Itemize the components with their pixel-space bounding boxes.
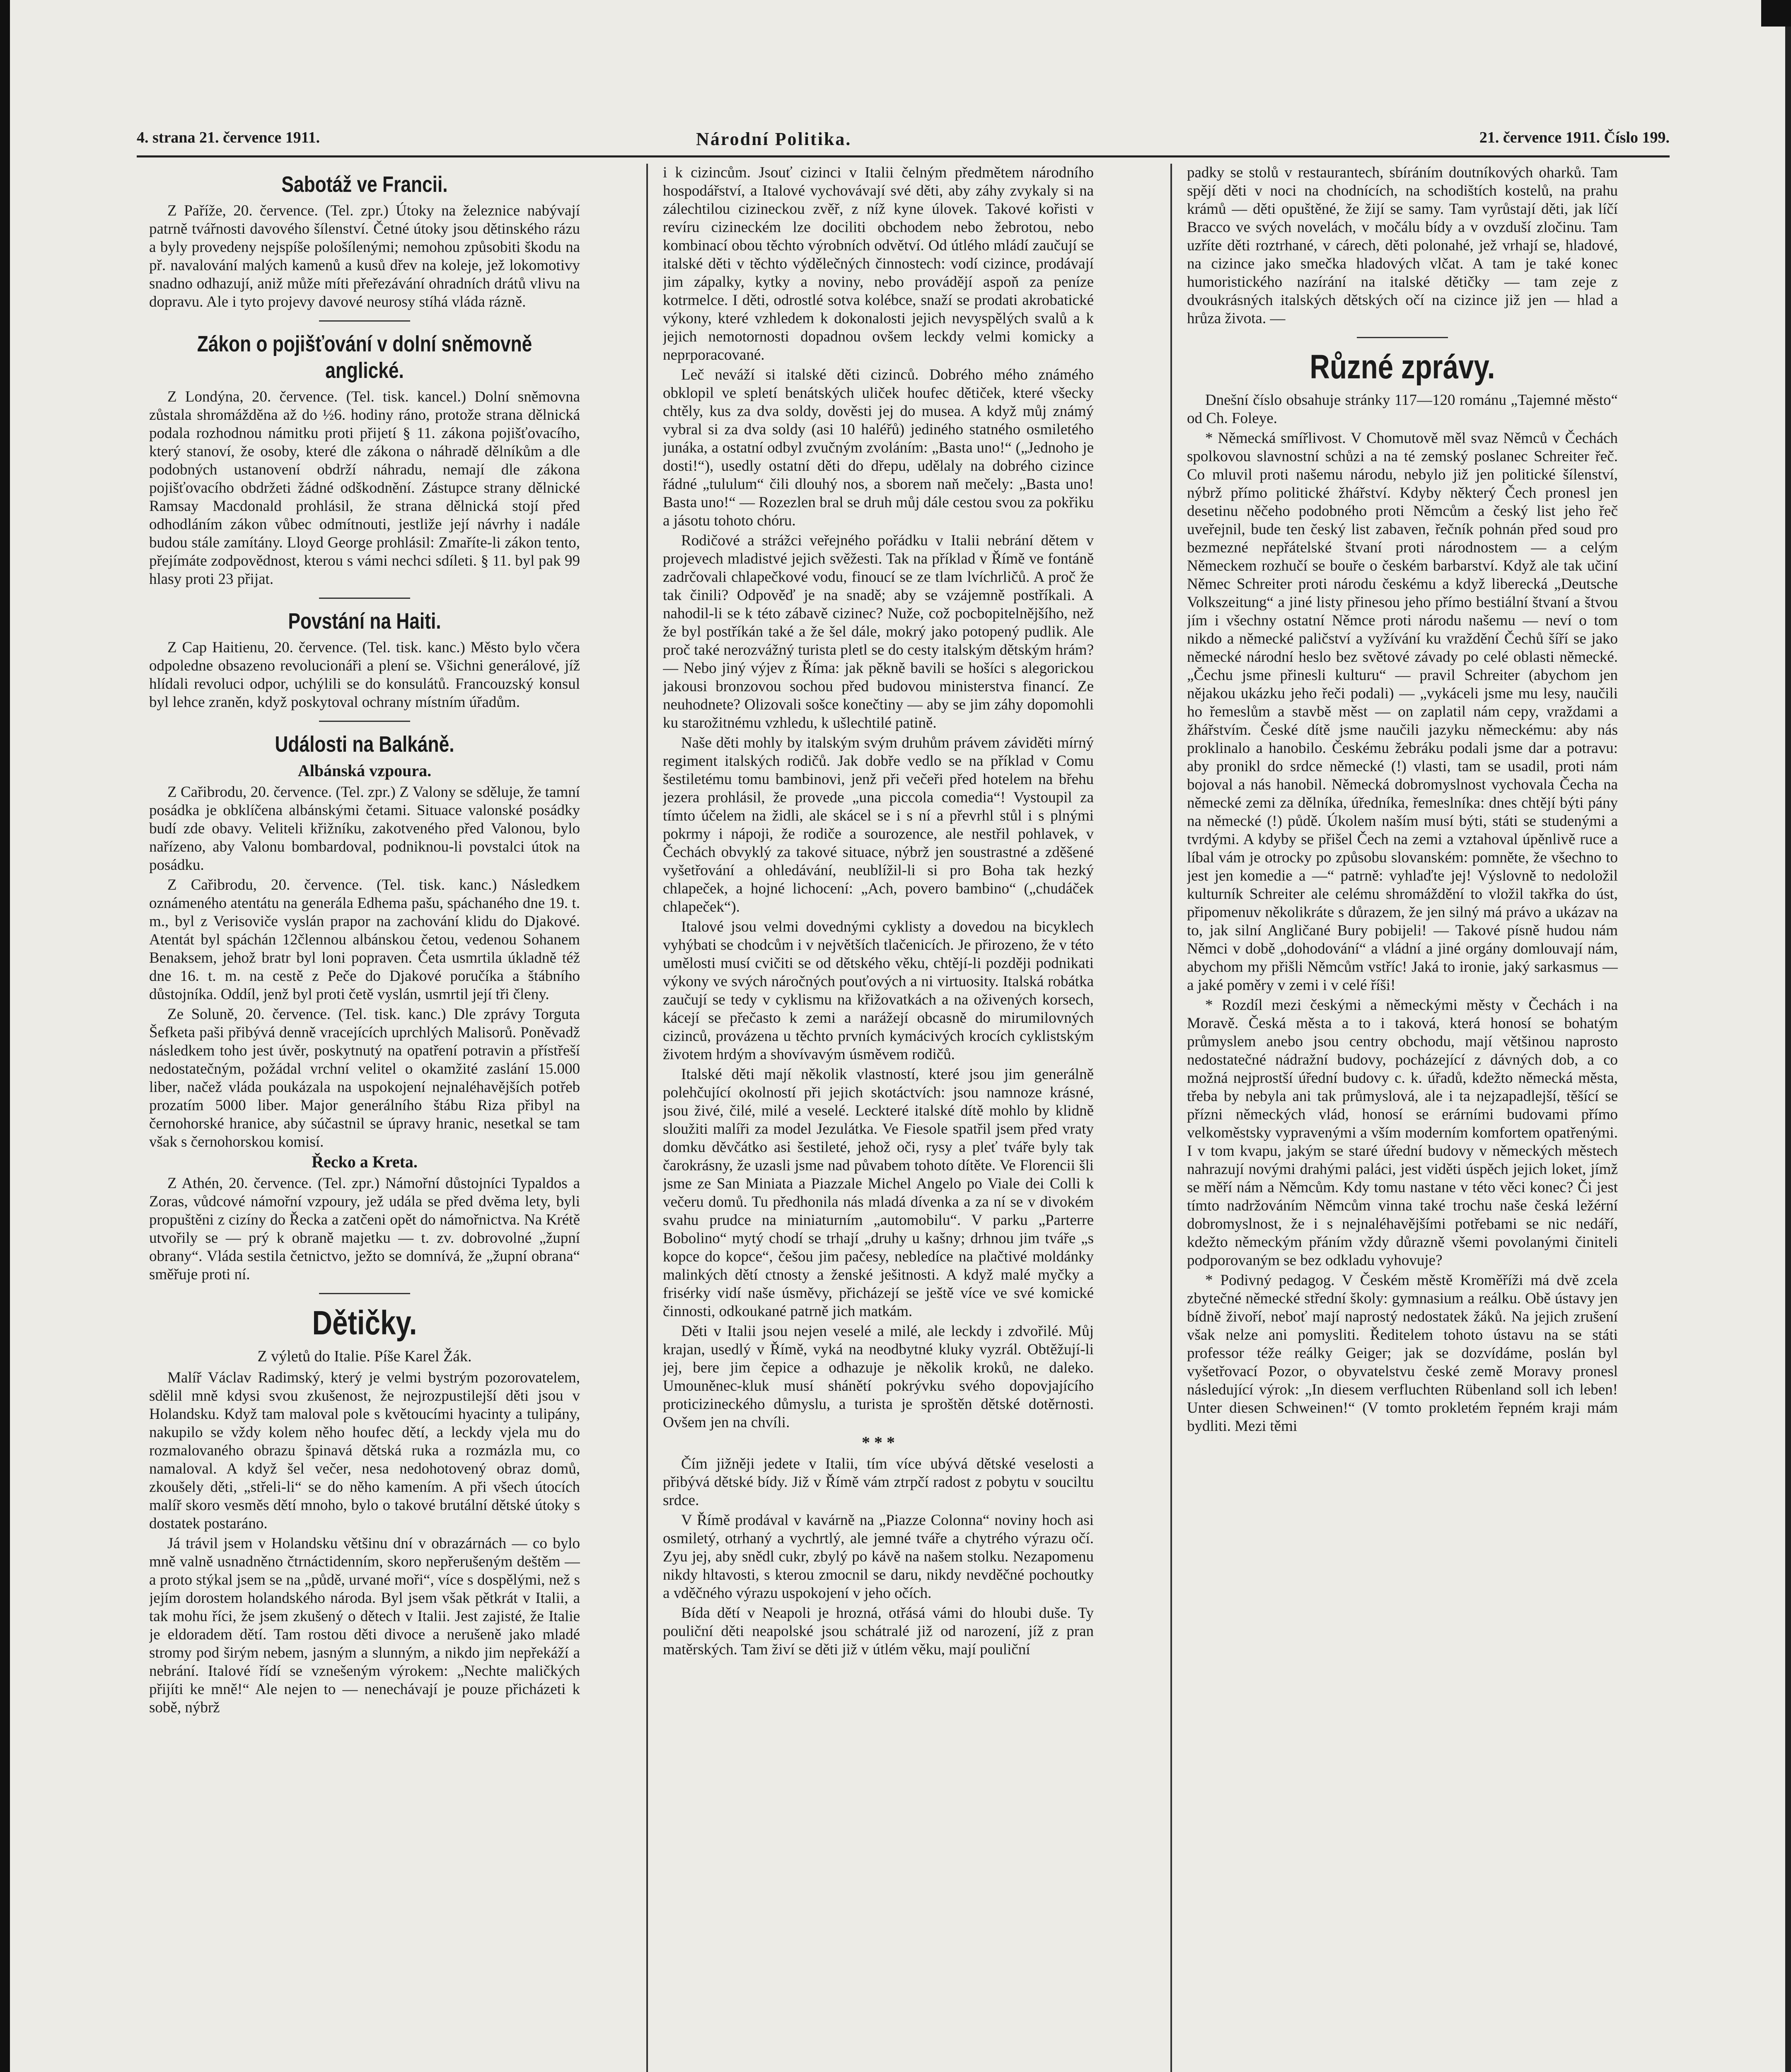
headline-deticky: Dětičky. — [312, 1304, 417, 1342]
separator — [1357, 337, 1448, 338]
article-paragraph: Italské děti mají několik vlastností, které jsou jim generálně polehčující okolností při jejich skotáctvích: jsou namnoze krásné, jsou živé, čilé, milé a veselé. Leckteré italské dítě mohlo by klidně sloužiti malíři za model Jezulátka. Ve Fiesole spatřil jsem před vraty domku děvčátko asi šestileté, jehož oči, rysy a pleť tváře byly tak čarokrásny, že uzasli jsme nad půvabem tohoto dítěte. Ve Florencii šli jsme ze San Miniata a Piazzale Michel Angelo po Viale dei Colli k večeru domů. Tu předhonila nás mladá dívenka a za ní se v divokém svahu prudce na miniaturním „automobilu“. V parku „Parterre Bobolino“ mytý chodí se trhají „druhy u kašny; drhnou jim tváře „s kopce do kopce“, češou jim pačesy, nebledíce na plačtivé moldánky malinkých dětí ctnosty a ženské ješitnosti. A když malé myčky a frisérky vidí naše úsměvy, přicházejí se ještě více ve své komické činnosti, odkoukané patrně jich matkám. — [663, 1066, 1094, 1320]
article-paragraph: Já trávil jsem v Holandsku většinu dní v obrazárnách — co bylo mně valně usnadněno čtrnáctidenním, skoro nepřerušeným deštěm — a proto stýkal jsem se na „půdě, urvané moři“, více s dospělými, než s jejím dorostem holandského národa. Byl jsem však pětkrát v Italii, a tak mohu říci, že jsem zkušený o dětech v Italii. Jest zajisté, že Italie je eldoradem dětí. Tam rostou děti divoce a nerušeně jako mladé stromy pod širým nebem, jasným a slunným, a nikdo jim nepřekáží a nebrání. Italové řídí se vznešeným výrokem: „Nechte maličkých přijíti ke mně!“ Ale nejen to — nenechávají je pouze přicházeti k sobě, nýbrž — [149, 1535, 580, 1716]
headline-balkan: Události na Balkáně. — [275, 732, 454, 757]
column-divider-2 — [1170, 164, 1172, 2072]
article-paragraph: Z Cap Haitienu, 20. července. (Tel. tisk. kanc.) Město bylo včera odpoledne obsazeno revolucionáři a plení se. Všichni generálové, jíž hlídali revoluci odpor, uchýlili se do konsulátů. Francouzský konsul byl lehce zraněn, když poskytoval ochrany místním úřadům. — [149, 639, 580, 711]
article-paragraph: i k cizincům. Jsouť cizinci v Italii čelným předmětem národního hospodářství, a Italové vychovávají své děti, aby záhy zvykaly si na zálechtilou cizineckou zvěř, z níž kyne úlovek. Takové kořisti v revíru cizineckém lze dociliti obchodem nebo žebrotou, nebo kombinací obou těchto výrobních odvětví. Od útlého mládí zaučují se italské děti v těchto výdělečných činnostech: vodí cizince, prodávají jim zápalky, kytky a noviny, nebo provádějí aspoň za peníze kotrmelce. I děti, odrostlé sotva kolébce, snaží se prodati akrobatické výkony, které vzhledem k dokonalosti jejich nevyspělých svalů a k jejich nemotornosti dopadnou ovšem leckdy velmi komicky a neprporacované. — [663, 164, 1094, 363]
article-paragraph: Z Londýna, 20. července. (Tel. tisk. kancel.) Dolní sněmovna zůstala shromážděna až do ½6. hodiny ráno, protože strana dělnická podala rozhodnou námitku proti přijetí § 11. zákona pojišťovacího, který stanoví, že osoby, které dle zákona o náhradě dělníkům a dle podobných ustanovení obdrží náhradu, nemají dle zákona pojišťovacího obdržeti žádné odškodnění. Zástupce strany dělnické Ramsay Macdonald prohlásil, že strana dělnická stojí před odhodláním zákon vůbec odmítnouti, jestliže její návrhy i nadále budou stále zamítány. Lloyd George prohlásil: Zmaříte-li zákon tento, přejímáte zodpovědnost, kterou s vámi nechci sdíleti. § 11. byl pak 99 hlasy proti 23 přijat. — [149, 388, 580, 588]
article-paragraph: padky se stolů v restaurantech, sbíráním doutníkových oharků. Tam spějí děti v noci na chodnících, na schodištích kostelů, na prahu krámů — děti opuštěné, že žijí se samy. Tam vyrůstají děti, jak líčí Bracco ve svých novelách, v močálu bídy a v ovzduší zločinu. Tam uzříte děti roztrhané, v cárech, děti polonahé, jež vrhají se, hladové, na cizince jako smečka hladových vlčat. A tam je také konec humoristického nazírání na italské dětičky — tam zeje z dvoukrásných italských dětských očí na cizince již jen — hlad a hrůza života. — — [1187, 164, 1618, 327]
article-paragraph: * Německá smířlivost. V Chomutově měl svaz Němců v Čechách spolkovou slavnostní schůzi a na té zemský poslanec Schreiter řeč. Co mluvil proti našemu národu, nebylo již jen politické šílenství, nýbrž přímo politické žhářství. Kdyby některý Čech pronesl jen desetinu něčeho podobného proti Němcům a český list jeho řeč uveřejnil, bude ten český list zabaven, řečník pohnán před soud pro bezmezné nepřátelské štvaní proti národnostem — a celým Německem rozhučí se bouře o českém barbarství. Když ale tak učiní Němec Schreiter proti národu českému a když liberecká „Deutsche Volkszeitung“ a jiné listy přinesou jeho přímo bestiální štvaní a štvou jím i všechny ostatní Němce proti národu našemu — neví o tom nikdo a německé paličství a vyžívání ku vraždění Čechů šíří se jako německé národní heslo bez světové závady po celé oblasti německé. „Čechu jsme přinesli kulturu“ — pravil Schreiter (abychom jen nějakou ukázku jeho řeči podali) — „vykáceli jsme mu lesy, naučili ho řemeslům a stavbě měst — on zaplatil nám cepy, vraždami a žhářstvím. České dítě jsme naučili jazyku německému: aby nás proklinalo a hanobilo. Českému žebráku podali jsme dar a potravu: aby pronikl do srdce německé (!) vlasti, tam se usadil, proti nám bojoval a nás hanobil. Německá dobromyslnost vychovala Čecha na německé zemi za dělníka, úředníka, řemeslníka: dnes chtějí býti pány na německé (!) půdě. Úkolem naším musí býti, státi se studenými a tvrdými. A kdyby se přišel Čech na zemi a vztahoval úpěnlivě ruce a líbal vám je otrocky po způsobu slovanském: pomněte, že všechno to jest jen komedie a —“ patrně: vyhlaďte jej! Výslovně to nedoložil kulturník Schreiter ale celému shromáždění to vložil takřka do úst, připomenuv několikráte s důrazem, že jen silný má právo a ukázav na to, jak silní Angličané Bury pobijeli! — Takové písně hudou nám Němci v době „dohodování“ a vládní a jiné orgány domlouvají nám, abychom my přišli Němcům vstříc! Jaká to ironie, jaký sarkasmus — a jaké poměry v zemi i v celé říši! — [1187, 430, 1618, 994]
headline-ruzne-zpravy: Různé zprávy. — [1310, 348, 1495, 386]
article-paragraph: Z Athén, 20. července. (Tel. zpr.) Námořní důstojníci Typaldos a Zoras, vůdcové námořní vzpoury, jež udála se před dvěma lety, byli propuštěni z cizíny do Řecka a zatčeni opět do námořnictva. Na Krétě utvořily se — prý k obraně majetku — t. zv. dobrovolné „župní obrany“. Vláda sestila četnictvo, ježto se domnívá, že „župní obrana“ směřuje proti ní. — [149, 1175, 580, 1283]
article-paragraph: Italové jsou velmi dovednými cyklisty a dovedou na bicyklech vyhýbati se chodcům i v největších tlačenicích. Je přirozeno, že v této umělosti musí cvičiti se od dětského věku, chtějí-li později podnikati výkony ve svých náročných pouťových a ni virtuosity. Italská robátka zaučují se tedy v cyklismu na křižovatkách a na oživených korsech, kácejí se přečasto k zemi a narážejí obcasně do mirumilovných cizinců, provázena u těchto prvních kymácivých krocích cyklistským životem hrdým a shovívavým úsměvem rodičů. — [663, 918, 1094, 1063]
article-paragraph: Ze Soluně, 20. července. (Tel. tisk. kanc.) Dle zprávy Torguta Šefketa paši přibývá denně vracejících uprchlých Malisorů. Poněvadž následkem toho jest úvěr, poskytnutý na opatření potravin a přístřeší nedostatečným, požádal vrchní velitel o okamžité zaslání 15.000 liber, načež vláda poukázala na uspokojení nejnaléhavějších potřeb prozatím 5000 liber. Major generálního štábu Riza přibyl na černohorské hranice, aby súčastnil se úpravy hranic, nesetkal se tam však s černohorskou komisí. — [149, 1006, 580, 1150]
column-1 — [149, 164, 580, 2072]
separator — [319, 598, 410, 599]
separator — [319, 1293, 410, 1294]
feuilleton-byline: Z výletů do Italie. Píše Karel Žák. — [257, 1348, 472, 1365]
header-page-date: 4. strana 21. července 1911. — [137, 129, 320, 146]
separator — [319, 320, 410, 322]
article-paragraph: Děti v Italii jsou nejen veselé a milé, ale leckdy i zdvořilé. Můj krajan, usedlý v Římě, vyká na neodbytné kluky vyzrál. Obtěžují-li jej, bere jim čepice a odhazuje je několik kroků, ne daleko. Umouněnec-kluk musí shánětí pokrývku svého dopovjajícího proticizineckého důmyslu, a turista je sproštěn dětské dotěrnosti. Ovšem jen na chvíli. — [663, 1323, 1094, 1431]
scan-edge-left — [0, 0, 10, 2072]
subheading-recko: Řecko a Kreta. — [312, 1152, 418, 1171]
scan-edge-right — [1785, 0, 1791, 2072]
article-paragraph: Dnešní číslo obsahuje stránky 117—120 románu „Tajemné město“ od Ch. Foleye. — [1187, 392, 1618, 427]
article-paragraph: * Rozdíl mezi českými a německými městy v Čechách i na Moravě. Česká města a to i taková, která honosí se bohatým průmyslem anebo jsou centry obchodu, mají většinou naprosto nedostatečné nádražní budovy, pocházející z dávných dob, a co možná nejprostší úřední budovy c. k. úřadů, kdežto německá města, třeba by nebyla ani tak průmyslová, ale i ta nejzapadlejší, těšící se přízni německých vlád, honosí se erárními budovami přímo velkoměstsky vypravenými a vším moderním komfortem opatřenými. I v tom kvapu, jakým se staré úřední budovy v německých městech nahrazují novými drahými paláci, jest viděti úspěch jejich loket, jímž se měří nám a Němcům. Kdy tomu nastane v této věci konec? Či jest tímto nadržováním Němcům vinna také trochu naše česká ležérní dobromyslnost, že i s nejnaléhavějšími potřebami se nic nedáří, kdežto německým přáním vždy důrazně všemi povolanými činiteli podporovaným se bez odkladu vyhovuje? — [1187, 997, 1618, 1269]
column-2 — [663, 164, 1094, 2072]
article-paragraph: Čím jižněji jedete v Italii, tím více ubývá dětské veselosti a přibývá dětské bídy. Již v Římě vám ztrpčí radost z pobytu v souciltu srdce. — [663, 1455, 1094, 1509]
article-paragraph: V Římě prodával v kavárně na „Piazze Colonna“ noviny hoch asi osmiletý, otrhaný a vychrtlý, ale jemné tváře a chytrého výrazu očí. Zyu jej, aby snědl cukr, zbylý po kávě na našem stolku. Nezapomenu nikdy hltavosti, s kterou zmocnil se daru, nikdy nevděčné pochoutky a vděčného výrazu uspokojení v jeho očích. — [663, 1512, 1094, 1602]
article-paragraph: Leč neváží si italské děti cizinců. Dobrého mého známého obklopil ve spletí benátských uliček houfec dětiček, které všecky chtěly, kus za dva soldy, dověsti jej do musea. A když můj známý vybral si za dva soldy (asi 10 haléřů) jediného statného osmiletého junáka, a ostatní odbyl zvučným zvoláním: „Basta uno!“ („Jednoho je dosti!“), usedly ostatní děti do dřepu, udělaly na dobrého cizince řádné „tululum“ čili dlouhý nos, a sborem naň mečely: „Basta uno! Basta uno!“ — Rozezlen bral se druh můj dále cestou svou za pokřiku a jásotu tohoto chóru. — [663, 366, 1094, 529]
headline-sabotaz: Sabotáž ve Francii. — [281, 172, 448, 197]
header-rule — [137, 155, 1670, 157]
section-asterisks: * * * — [862, 1433, 895, 1452]
column-3 — [1187, 164, 1618, 2072]
headline-haiti: Povstání na Haiti. — [288, 609, 441, 634]
article-paragraph: Z Cařibrodu, 20. července. (Tel. zpr.) Z Valony se sděluje, že tamní posádka je obklíčena albánskými četami. Situace valonské posádky budí zde obavy. Veliteli křižníku, zakotveného před Valonou, bylo nařízeno, aby Valonu bombardoval, podniknou-li povstalci útok na posádku. — [149, 784, 580, 874]
article-paragraph: Rodičové a strážci veřejného pořádku v Italii nebrání dětem v projevech mladistvé jejich svěžesti. Tak na příklad v Římě ve fontáně zadrčovali chlapečkové vodu, finoucí se ze tlam lvíchrličů. A proč že tak činili? Odpověď je na snadě; aby se vzájemně postříkali. A nahodil-li se k této zábavě cizinec? Nuže, což pocbopitelnějšího, než že byl postříkán také a že šel dále, mokrý jako potopený pudlik. Ale proč také nerozvážný turista pletl se do cesty italským dětským hrám? — Nebo jiný výjev z Říma: jak pěkně bavili se hošíci s alegorickou jakousi bronzovou sochou před budovou ministerstva financí. Ze neuhodnete? Olizovali sošce konečtiny — aby se jim záhy dopomohli ku starožitnému vzhledu, k ušlechtilé patině. — [663, 532, 1094, 731]
separator — [319, 721, 410, 722]
scan-edge-corner — [1761, 0, 1791, 27]
page-header — [137, 128, 1670, 153]
header-issue: 21. července 1911. Číslo 199. — [1479, 129, 1670, 146]
headline-pojistovani: Zákon o pojišťování v dolní sněmovně anglické. — [197, 332, 532, 383]
article-paragraph: * Podivný pedagog. V Českém městě Kroměříži má dvě zcela zbytečné německé střední školy: gymnasium a reálku. Obě ústavy jen bídně živoří, neboť mají naprostý nedostatek žáků. Na jejich zrušení však nelze ani pomysliti. Ředitelem tohoto ústavu na se státi professor téže reálky Geiger; jak se dozvídáme, poslán byl vyšetřovací Pozor, o obyvatelstvu české země Moravy pronesl následující výrok: „In diesem verfluchten Rübenland soll ich leben! Unter diesen Schweinen!“ (V tomto prokletém řepném kraji mám bydliti. Mezi těmi — [1187, 1272, 1618, 1435]
column-divider-1 — [646, 164, 648, 2072]
header-masthead: Národní Politika. — [696, 129, 852, 149]
subheading-albania: Albánská vzpoura. — [297, 761, 432, 780]
article-paragraph: Z Cařibrodu, 20. července. (Tel. tisk. kanc.) Následkem oznámeného atentátu na generála Edhema pašu, spáchaného dne 19. t. m., byl z Verisoviče vyslán prapor na zachování klidu do Djakové. Atentát byl spáchán 12člennou albánskou četou, vedenou Sohanem Benaksem, jehož bratr byl loni popraven. Četa usmrtila úkladně též dne 16. t. m. na cestě z Peče do Djakové poručíka a štábního důstojníka. Oddíl, jenž byl proti četě vyslán, usmrtil její tři členy. — [149, 876, 580, 1003]
article-paragraph: Z Paříže, 20. července. (Tel. zpr.) Útoky na železnice nabývají patrně tvářnosti davového šílenství. Četné útoky jsou dětinského rázu a byly provedeny nejspíše pološílenými; nemohou způsobiti škodu na př. navalování malých kamenů a kusů dřev na koleje, jež lokomotivy snadno odhazují, aniž může míti přeřezávání ohradních drátů vlivu na dopravu. Ale i tyto projevy davové neurosy stíhá vláda rázně. — [149, 202, 580, 310]
article-paragraph: Malíř Václav Radimský, který je velmi bystrým pozorovatelem, sdělil mně kdysi svou zkušenost, že nejrozpustilejší děti jsou v Holandsku. Když tam maloval pole s květoucími hyacinty a tulipány, nakupilo se vždy kolem něho houfec dětí, a leckdy vjela mu do rozmalovaného obrazu špinavá dětská ruka a rozmázla mu, co namaloval. A když šel večer, nesa nedohotovený obraz domů, zkoušely děti, „střeli-li“ se do něho kamením. A při všech útocích malíř skoro vesměs dětí mnoho, bylo o takové brutální dětské útoky s dostatek postaráno. — [149, 1369, 580, 1532]
article-paragraph: Naše děti mohly by italským svým druhům právem záviděti mírný regiment italských rodičů. Jak dobře vedlo se na příklad v Comu šestiletému tomu bambinovi, jenž při večeři před hotelem na břehu jezera prohlásil, že provede „una piccola comedia“! Vystoupil za tímto účelem na židli, ale skácel se i s ní a převrhl stůl i s plnými pokrmy i nápoji, že rodiče a sourozence, ale nestřil pohlavek, v Čechách obvyklý za takové situace, nýbrž jen soustrastné a zděšené vyšetřování a ohledávání, neublížil-li si pro Boha tak hezký chlapeček, a hojné lichocení: „Ach, povero bambino“ („chudáček chlapeček“). — [663, 734, 1094, 915]
article-paragraph: Bída dětí v Neapoli je hrozná, otřásá vámi do hloubi duše. Ty pouliční děti neapolské jsou schátralé již od narození, jíž z pran matěrských. Tam živí se děti již v útlém věku, mají pouliční — [663, 1605, 1094, 1658]
